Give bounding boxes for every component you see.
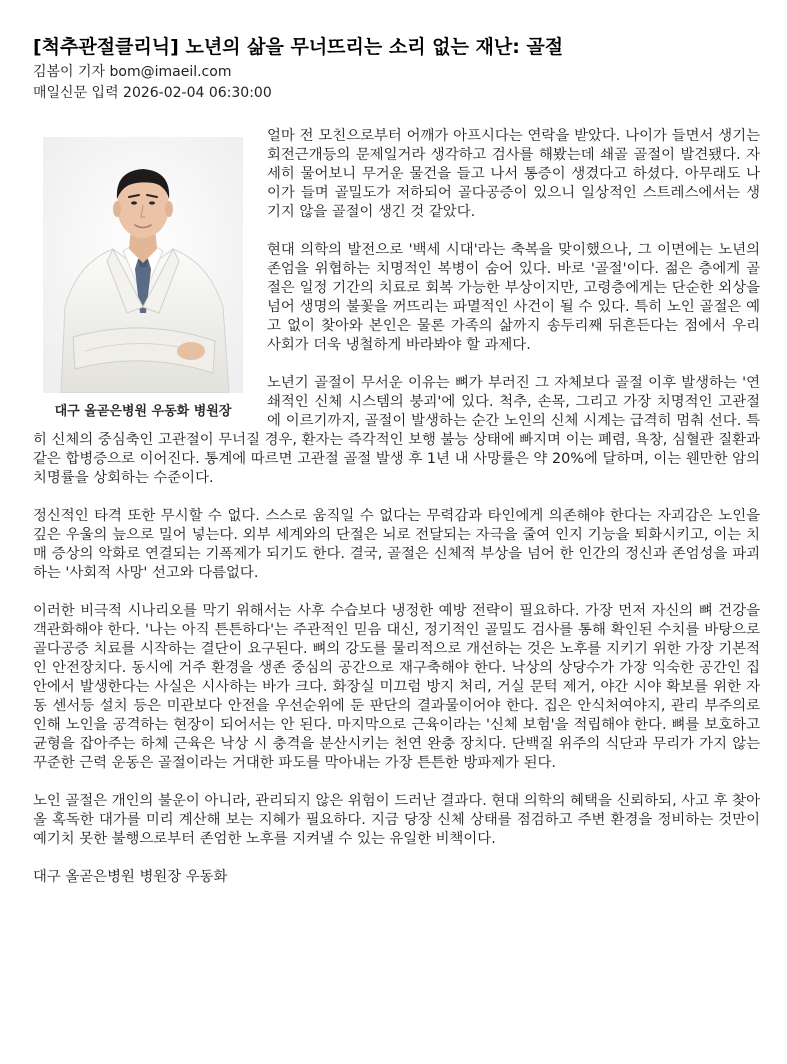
author-figure — [43, 137, 255, 421]
portrait-illustration — [43, 137, 243, 393]
article-body — [33, 127, 760, 906]
paragraph-3: 노년기 골절이 무서운 이유는 뼈가 부러진 그 자체보다 골절 이후 발생하는 '연쇄적인 신체 시스템의 붕괴'에 있다. 척추, 손목, 그리고 가장 치명적인 고관절에 이르기까지, 골절이 발생하는 순간 노인의 신체 시계는 급격히 멈춰 선다. 특히 신체의 중심축인 고관절이 무너질 경우, 환자는 즉각적인 보행 불능 상태에 빠지며 이는 폐렴, 욕창, 심혈관 질환과 같은 합병증으로 이어진다. 통계에 따르면 고관절 골절 발생 후 1년 내 사망률은 약 20%에 달하며, 이는 웬만한 암의 치명률을 상회하는 수준이다. — [33, 375, 760, 486]
photo-caption: 대구 올곧은병원 우동화 병원장 — [54, 404, 232, 419]
dateline: 매일신문 입력 2026-02-04 06:30:00 — [33, 85, 272, 101]
paragraph-2: 현대 의학의 발전으로 '백세 시대'라는 축복을 맞이했으나, 그 이면에는 노년의 존엄을 위협하는 치명적인 복병이 숨어 있다. 바로 '골절'이다. 젊은 층에게 골절은 일정 기간의 치료로 회복 가능한 부상이지만, 고령층에게는 단순한 외상을 넘어 생명의 불꽃을 꺼뜨리는 파멸적인 사건이 될 수 있다. 특히 노인 골절은 예고 없이 찾아와 본인은 물론 가족의 삶까지 송두리째 뒤흔든다는 점에서 우리 사회가 더욱 냉철하게 바라봐야 할 과제다. — [267, 242, 760, 353]
article-title: [척추관절클리닉] 노년의 삶을 무너뜨리는 소리 없는 재난: 골절 — [33, 36, 564, 58]
paragraph-4: 정신적인 타격 또한 무시할 수 없다. 스스로 움직일 수 없다는 무력감과 타인에게 의존해야 한다는 자괴감은 노인을 깊은 우울의 늪으로 밀어 넣는다. 외부 세계와의 단절은 뇌로 전달되는 자극을 줄여 인지 기능을 퇴화시키고, 이는 치매 증상의 악화로 연결되는 기폭제가 되기도 한다. 결국, 골절은 신체적 부상을 넘어 한 인간의 정신과 존엄성을 파괴하는 '사회적 사망' 선고와 다름없다. — [33, 508, 760, 581]
paragraph-5: 이러한 비극적 시나리오를 막기 위해서는 사후 수습보다 냉정한 예방 전략이 필요하다. 가장 먼저 자신의 뼈 건강을 객관화해야 한다. '나는 아직 튼튼하다'는 주관적인 믿음 대신, 정기적인 골밀도 검사를 통해 확인된 수치를 바탕으로 골다공증 치료를 시작하는 결단이 요구된다. 뼈의 강도를 물리적으로 개선하는 것은 노후를 지키기 위한 가장 기본적인 안전장치다. 동시에 거주 환경을 생존 중심의 공간으로 재구축해야 한다. 낙상의 상당수가 가장 익숙한 공간인 집 안에서 발생한다는 사실은 시사하는 바가 크다. 화장실 미끄럼 방지 처리, 거실 문턱 제거, 야간 시야 확보를 위한 자동 센서등 설치 등은 미관보다 안전을 우선순위에 둔 판단의 결과물이어야 한다. 집은 안식처여야지, 관리 부주의로 인해 노인을 공격하는 현장이 되어서는 안 된다. 마지막으로 근육이라는 '신체 보험'을 적립해야 한다. 뼈를 보호하고 균형을 잡아주는 하체 근육은 낙상 시 충격을 분산시키는 천연 완충 장치다. 단백질 위주의 식단과 무리가 가지 않는 꾸준한 근력 운동은 골절이라는 거대한 파도를 막아내는 가장 튼튼한 방파제가 된다. — [33, 603, 760, 771]
paragraph-6: 노인 골절은 개인의 불운이 아니라, 관리되지 않은 위험이 드러난 결과다. 현대 의학의 혜택을 신뢰하되, 사고 후 찾아올 혹독한 대가를 미리 계산해 보는 지혜가 필요하다. 지금 당장 신체 상태를 점검하고 주변 환경을 정비하는 것만이 예기치 못한 불행으로부터 존엄한 노후를 지켜낼 수 있는 유일한 비책이다. — [33, 793, 760, 847]
signature: 대구 올곧은병원 병원장 우동화 — [33, 869, 228, 885]
byline: 김봄이 기자 bom@imaeil.com — [33, 64, 232, 80]
author-photo — [43, 137, 243, 393]
paragraph-1: 얼마 전 모친으로부터 어깨가 아프시다는 연락을 받았다. 나이가 들면서 생기는 회전근개등의 문제일거라 생각하고 검사를 해봤는데 쇄골 골절이 발견됐다. 자세히 물어보니 무거운 물건을 들고 나서 통증이 생겼다고 하셨다. 아무래도 나이가 들며 골밀도가 저하되어 골다공증이 있으니 일상적인 스트레스에서는 생기지 않을 골절이 생긴 것 같았다. — [267, 128, 760, 220]
